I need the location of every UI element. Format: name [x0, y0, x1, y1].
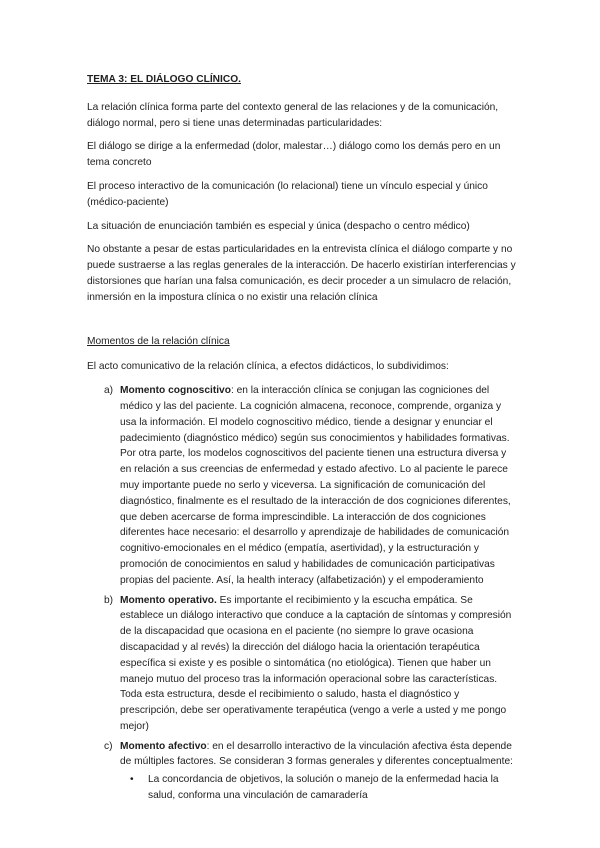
item-title: Momento operativo.: [120, 594, 217, 606]
paragraph: La situación de enunciación también es especial y única (despacho o centro médico): [87, 220, 470, 232]
item-text: : en la interacción clínica se conjugan las cogniciones del médico y las del paciente. La cognición almacena, reconoce, comprende, organiza y usa la información. El modelo cognoscitivo médico, tiende a designar y enunciar el padecimiento (diagnóstico médico) según sus conocimientos y habilidades formativas. Por otra parte, los modelos cognoscitivos del paciente tienen una estructura diversa y en relación a sus creencias de enfermedad y estado afectivo. Lo al paciente le parece muy importante puede no serlo y viceversa. La significación de comunicación del diagnóstico, finalmente es el resultado de la interacción de dos cogniciones diferentes, que deben acercarse de forma imprescindible. La interacción de dos cogniciones diferentes hace necesario: el desarrollo y aprendizaje de habilidades de comunicación cognitivo-emocionales en el médico (empatía, asertividad), y la estructuración y promoción de conocimientos en salud y habilidades de comunicación participativas propias del paciente. Así, la health interacy (alfabetización) y el empoderamiento: [120, 385, 511, 586]
section-intro: El acto comunicativo de la relación clínica, a efectos didácticos, lo subdividimos:: [87, 361, 449, 373]
sub-item-text: La concordancia de objetivos, la solución o manejo de la enfermedad hacia la salud, conforma una vinculación de camaradería: [148, 774, 499, 802]
item-text: Es importante el recibimiento y la escucha empática. Se establece un diálogo interactivo que conduce a la captación de síntomas y compresión de la discapacidad que ocasiona en el paciente (no siempre lo grave ocasiona discapacidad y al revés) la dirección del diálogo hacia la orientación terapéutica específica si existe y es posible o sintomática (no etiológica). Tienen que haber un manejo mutuo del proceso tras la información operacional sobre las características. Toda esta estructura, desde el recibimiento o saludo, hasta el diagnóstico y prescripción, debe ser operativamente terapéutica (vengo a verle a usted y me pongo mejor): [120, 594, 512, 732]
item-title: Momento cognoscitivo: [120, 385, 231, 397]
paragraph: El proceso interactivo de la comunicación (lo relacional) tiene un vínculo especial y único (médico-paciente): [87, 180, 488, 208]
section-title: Momentos de la relación clínica: [87, 335, 230, 347]
bullet-icon: •: [130, 774, 134, 786]
document-title: TEMA 3: EL DIÁLOGO CLÍNICO.: [87, 74, 241, 85]
paragraph: La relación clínica forma parte del contexto general de las relaciones y de la comunicación, diálogo normal, pero si tiene unas determinadas particularidades:: [87, 101, 499, 129]
list-item: [87, 593, 516, 735]
item-text: : en el desarrollo interactivo de la vinculación afectiva ésta depende de múltiples factores. Se consideran 3 formas generales y diferentes conceptualmente:: [120, 740, 513, 768]
list-marker: c): [104, 740, 113, 752]
paragraph: El diálogo se dirige a la enfermedad (dolor, malestar…) diálogo como los demás pero en un tema concreto: [87, 141, 501, 169]
list-item: [87, 739, 516, 804]
moments-list: [87, 383, 516, 804]
paragraph: No obstante a pesar de estas particularidades en la entrevista clínica el diálogo comparte y no puede sustraerse a las reglas generales de la interacción. De hacerlo existirían interferencias y distorsiones que harían una falsa comunicación, es decir proceder a un simulacro de relación, inmersión en la impostura clínica o no existir una relación clínica: [87, 244, 516, 303]
list-marker: a): [104, 385, 114, 397]
list-marker: b): [104, 594, 114, 606]
list-item: [87, 383, 516, 588]
sub-list-item: [120, 772, 516, 804]
sub-list: [120, 772, 516, 804]
item-title: Momento afectivo: [120, 740, 207, 752]
